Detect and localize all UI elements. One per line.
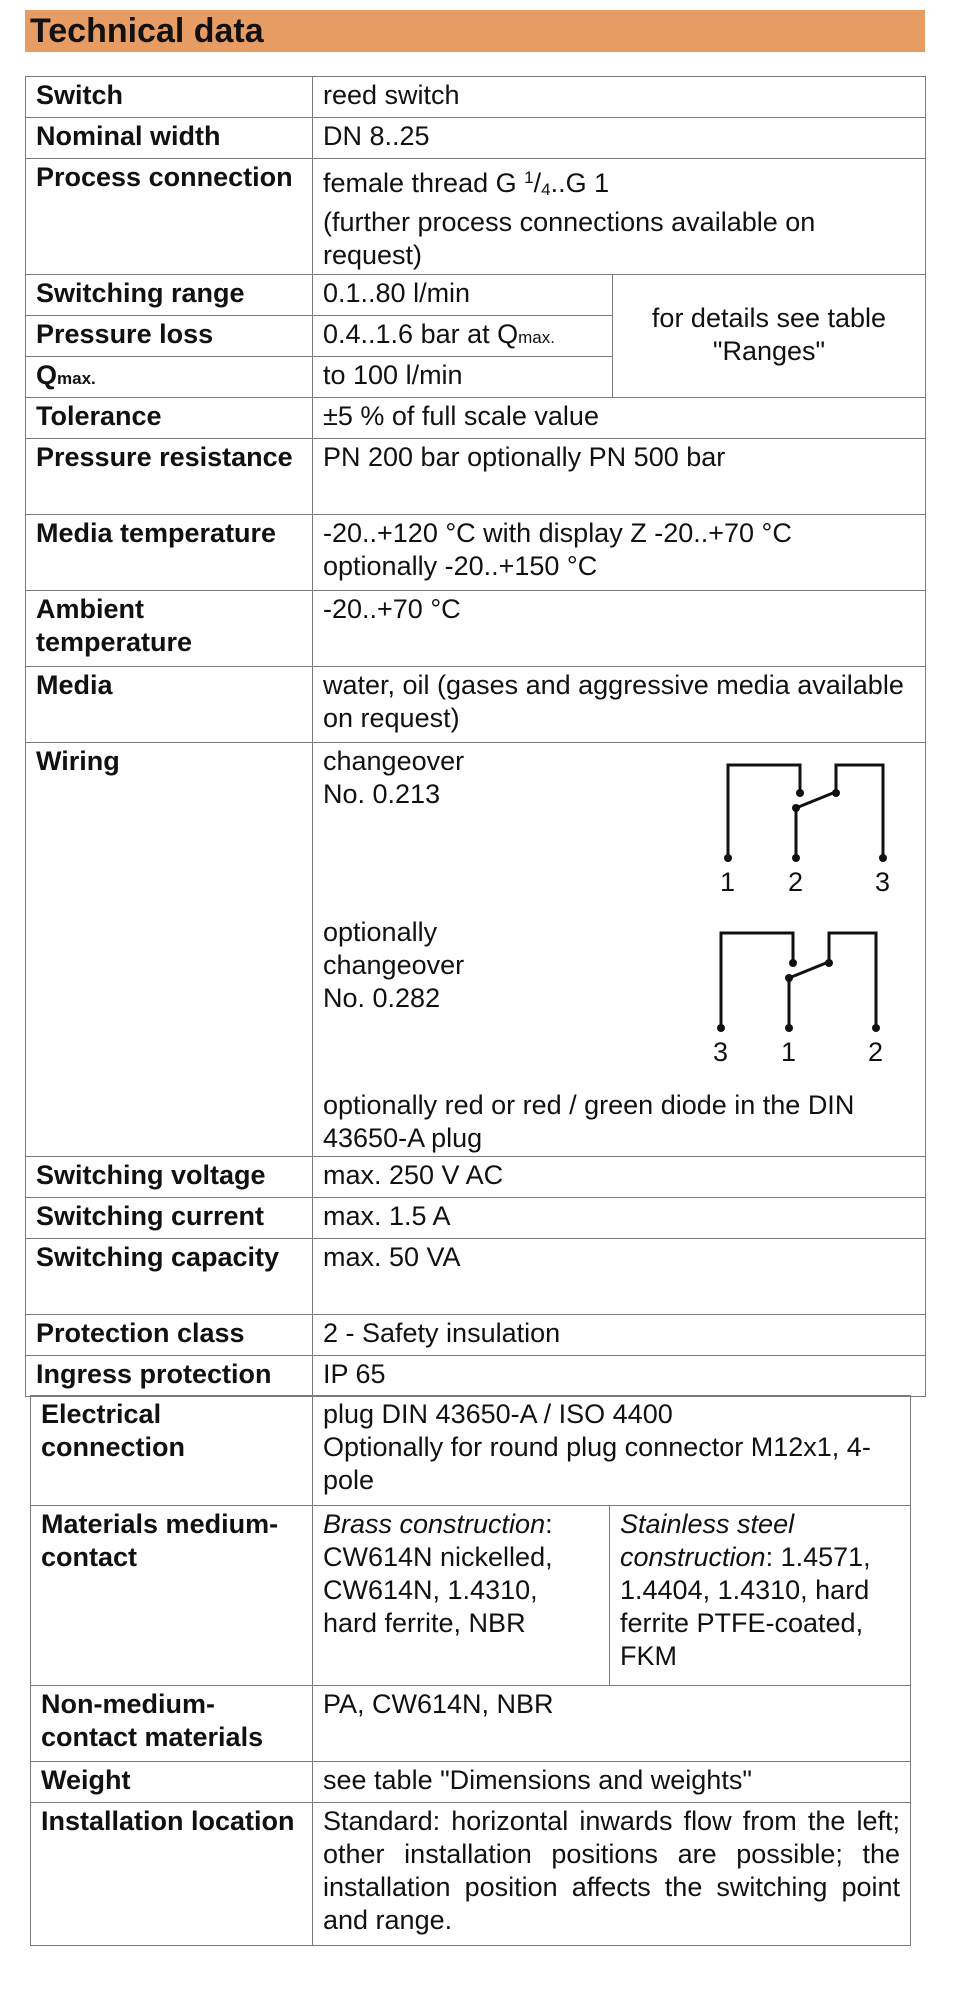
row-value (313, 316, 613, 357)
row-value: DN 8..25 (313, 118, 926, 159)
row-value: max. 50 VA (313, 1239, 926, 1315)
row-label: Pressure loss (26, 316, 313, 357)
changeover-diagram-1 (693, 743, 933, 903)
row-label: Materials medium-contact (31, 1506, 313, 1686)
table-row-switching-voltage (26, 1157, 926, 1198)
row-value (313, 159, 926, 275)
fraction-numerator: 1 (524, 168, 534, 187)
fraction-separator: / (533, 168, 542, 198)
row-value: 2 - Safety insulation (313, 1315, 926, 1356)
row-value: 0.1..80 l/min (313, 275, 613, 316)
row-label: Switch (26, 77, 313, 118)
row-value: max. 250 V AC (313, 1157, 926, 1198)
row-value: reed switch (313, 77, 926, 118)
row-label: Tolerance (26, 398, 313, 439)
pin-label: 3 (713, 1037, 729, 1067)
value-text: ..G 1 (550, 168, 610, 198)
value-text: changeover (323, 950, 465, 980)
value-text: No. 0.282 (323, 983, 441, 1013)
row-value: ±5 % of full scale value (313, 398, 926, 439)
row-label: Switching current (26, 1198, 313, 1239)
wiring-diode-note: optionally red or red / green diode in the DIN 43650-A plug (323, 1090, 855, 1153)
table-row-non-medium-contact (31, 1686, 911, 1762)
table-row-switch (26, 77, 926, 118)
row-label: Switching voltage (26, 1157, 313, 1198)
row-label: Protection class (26, 1315, 313, 1356)
table-row-switching-capacity (26, 1239, 926, 1315)
row-value: PN 200 bar optionally PN 500 bar (313, 439, 926, 515)
row-label: Weight (31, 1762, 313, 1803)
value-text: female thread G (323, 168, 525, 198)
steel-heading: Stainless steel construction (620, 1509, 795, 1572)
wiring-option-2 (323, 916, 464, 1015)
row-label: Wiring (26, 743, 313, 1157)
row-label: Ambient temperature (26, 591, 313, 667)
fraction-denominator: 4 (541, 180, 551, 199)
pin-label: 2 (788, 867, 804, 897)
row-value: water, oil (gases and aggressive media available on request) (313, 667, 926, 743)
table-row-protection-class (26, 1315, 926, 1356)
table-row-ambient-temperature (26, 591, 926, 667)
steel-construction-cell (610, 1506, 911, 1686)
value-text: optionally -20..+150 °C (323, 551, 598, 581)
row-label: Electrical connection (31, 1396, 313, 1506)
table-row-ingress-protection (26, 1356, 926, 1397)
table-row-electrical-connection (31, 1396, 911, 1506)
row-label: Nominal width (26, 118, 313, 159)
row-value: -20..+70 °C (313, 591, 926, 667)
ranges-note: for details see table "Ranges" (613, 275, 926, 398)
row-label (26, 357, 313, 398)
row-label: Installation location (31, 1803, 313, 1946)
table-row-weight (31, 1762, 911, 1803)
table-row-materials-medium-contact (31, 1506, 911, 1686)
table-row-wiring (26, 743, 926, 1157)
row-label: Switching range (26, 275, 313, 316)
page-title: Technical data (25, 10, 925, 52)
row-label: Pressure resistance (26, 439, 313, 515)
value-text: No. 0.213 (323, 779, 441, 809)
row-value (313, 515, 926, 591)
row-label: Switching capacity (26, 1239, 313, 1315)
table-row-switching-current (26, 1198, 926, 1239)
table-row-media (26, 667, 926, 743)
table-row-tolerance (26, 398, 926, 439)
value-text: plug DIN 43650-A / ISO 4400 (323, 1399, 673, 1429)
row-value (313, 1396, 911, 1506)
value-text: optionally (323, 917, 438, 947)
brass-heading: Brass construction (323, 1509, 546, 1539)
label-main: Q (36, 360, 58, 390)
value-text: -20..+120 °C with display Z -20..+70 °C (323, 518, 792, 548)
row-label: Media (26, 667, 313, 743)
table-row-pressure-resistance (26, 439, 926, 515)
wiring-cell (313, 743, 926, 1157)
changeover-diagram-2 (686, 911, 926, 1071)
technical-data-table-2 (30, 1395, 911, 1946)
table-row-nominal-width (26, 118, 926, 159)
table-row-installation-location (31, 1803, 911, 1946)
table-row-process-connection (26, 159, 926, 275)
value-text: 0.4..1.6 bar at Q (323, 319, 519, 349)
row-value: to 100 l/min (313, 357, 613, 398)
row-value: Standard: horizontal inwards flow from the left; other installation positions are possible; the installation position affects the switching point and range. (313, 1803, 911, 1946)
value-text: : 1.4571, 1.4404, 1.4310, hard ferrite PTFE-coated, FKM (620, 1542, 871, 1671)
row-label: Process connection (26, 159, 313, 275)
label-subscript: max. (57, 369, 96, 388)
value-text: Optionally for round plug connector M12x1, 4-pole (323, 1432, 871, 1495)
value-text: : CW614N nickelled, CW614N, 1.4310, hard ferrite, NBR (323, 1509, 553, 1638)
row-label: Media temperature (26, 515, 313, 591)
row-label: Non-medium-contact materials (31, 1686, 313, 1762)
row-value: max. 1.5 A (313, 1198, 926, 1239)
technical-data-table (25, 76, 926, 1397)
brass-construction-cell (313, 1506, 610, 1686)
value-subscript: max. (518, 328, 555, 347)
wiring-option-1 (323, 745, 464, 811)
value-text: (further process connections available on request) (323, 207, 816, 270)
row-value: IP 65 (313, 1356, 926, 1397)
table-row-media-temperature (26, 515, 926, 591)
pin-label: 2 (868, 1037, 884, 1067)
pin-label: 1 (781, 1037, 797, 1067)
value-text: changeover (323, 746, 465, 776)
table-row-switching-range (26, 275, 926, 316)
pin-label: 3 (875, 867, 891, 897)
row-label: Ingress protection (26, 1356, 313, 1397)
pin-label: 1 (720, 867, 736, 897)
row-value: PA, CW614N, NBR (313, 1686, 911, 1762)
row-value: see table "Dimensions and weights" (313, 1762, 911, 1803)
